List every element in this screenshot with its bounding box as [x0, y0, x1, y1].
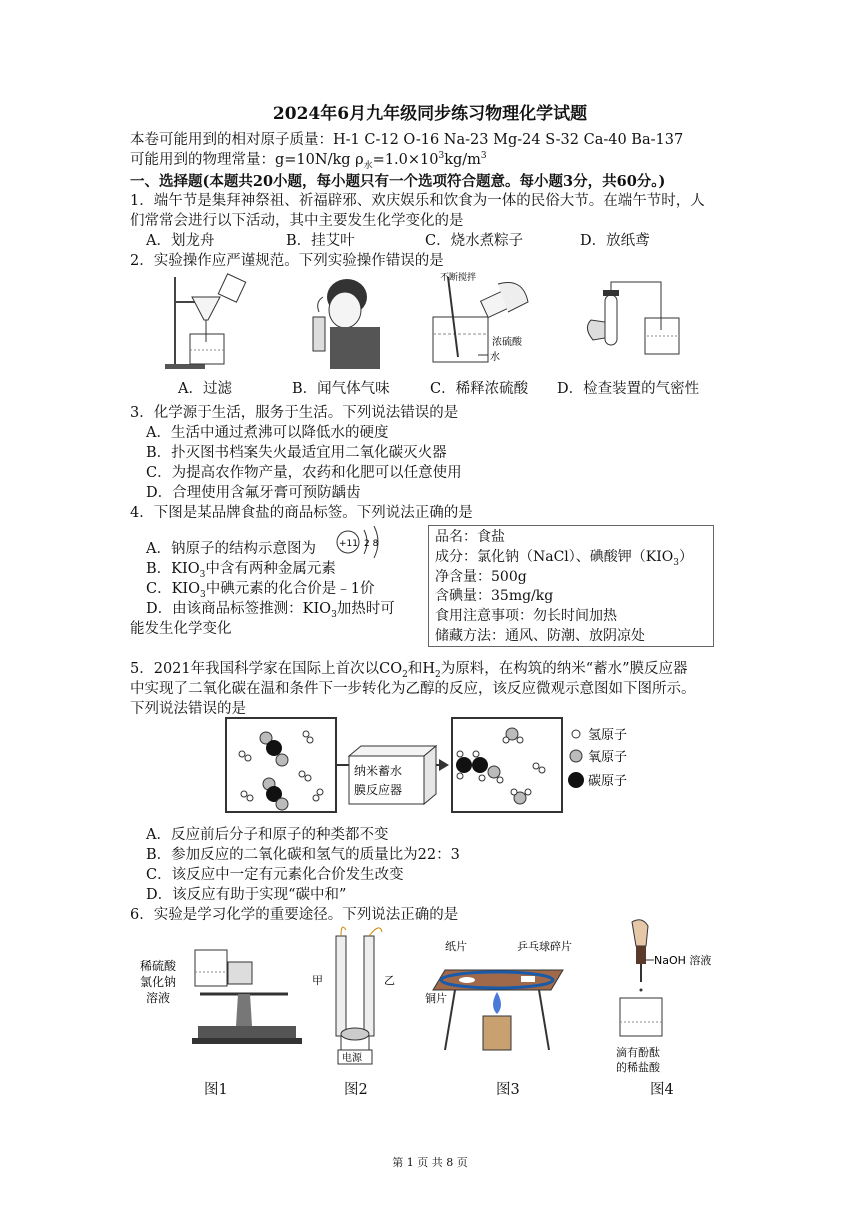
svg-text:氢原子: 氢原子 — [588, 728, 628, 743]
q4-option-b: B．$KIO_3$中含有两种金属元素 — [146, 561, 336, 580]
electrolysis-figure — [310, 922, 400, 1070]
q5-stem-line3: 下列说法错误的是 — [130, 701, 246, 717]
q4-stem: 4．下图是某品牌食盐的商品标签。下列说法正确的是 — [130, 505, 473, 521]
svg-text:纳米蓄水: 纳米蓄水 — [354, 764, 403, 778]
atomic-mass-line: 本卷可能用到的相对原子质量：H-1 C-12 O-16 Na-23 Mg-24 S-32 Ca-40 Ba-137 — [130, 132, 684, 148]
q6-caption-3: 图3 — [496, 1082, 520, 1098]
svg-text:乒乓球碎片: 乒乓球碎片 — [517, 940, 572, 953]
q1-option-d: D．放纸鸢 — [580, 233, 650, 249]
svg-text:电源: 电源 — [342, 1053, 362, 1064]
balance-figure — [140, 930, 305, 1050]
svg-text:2 8: 2 8 — [364, 539, 379, 549]
svg-text:铜片: 铜片 — [425, 992, 447, 1005]
q6-caption-2: 图2 — [344, 1082, 368, 1098]
q3-option-d: D．合理使用含氟牙膏可预防龋齿 — [146, 485, 361, 501]
svg-text:的稀盐酸: 的稀盐酸 — [616, 1061, 660, 1074]
svg-text:不断搅拌: 不断搅拌 — [440, 273, 477, 283]
q2-caption-a: A．过滤 — [178, 381, 232, 397]
copper-plate-figure — [425, 938, 575, 1056]
svg-text:纸片: 纸片 — [445, 940, 467, 953]
svg-text:滴有酚酞: 滴有酚酞 — [616, 1046, 660, 1059]
svg-text:+11: +11 — [339, 539, 358, 549]
svg-text:水: 水 — [490, 352, 500, 363]
physical-constants-line: 可能用到的物理常量：g=10N/kg $\rho_水=1.0\times 10^3kg/m^3$ — [130, 151, 487, 171]
q3-option-a: A．生活中通过煮沸可以降低水的硬度 — [146, 425, 389, 441]
q5-stem-line1: 5．2021年我国科学家在国际上首次以$CO_2$和$H_2$为原料，在构筑的纳米“蓄水”膜反应器 — [130, 661, 688, 680]
q5-option-d: D．该反应有助于实现“碳中和” — [146, 887, 347, 903]
section-heading: 一、选择题(本题共20小题，每小题只有一个选项符合题意。每小题3分，共60分。) — [130, 173, 666, 190]
q6-stem: 6．实验是学习化学的重要途径。下列说法正确的是 — [130, 907, 459, 923]
sodium-atom-diagram — [334, 524, 389, 560]
filtration-figure — [160, 272, 255, 372]
svg-text:浓硫酸: 浓硫酸 — [492, 337, 522, 348]
q2-stem: 2．实验操作应严谨规范。下列实验操作错误的是 — [130, 253, 444, 269]
dilute-sulfuric-acid-figure — [428, 272, 538, 372]
airtightness-figure — [583, 280, 693, 365]
q5-option-b: B．参加反应的二氧化碳和氢气的质量比为22：3 — [146, 847, 460, 863]
q3-option-c: C．为提高农作物产量，农药和化肥可以任意使用 — [146, 465, 462, 481]
q4-option-c: C．$KIO_3$中碘元素的化合价是﹣1价 — [146, 581, 375, 600]
titration-figure — [608, 916, 718, 1080]
q2-caption-b: B．闻气体气味 — [292, 381, 390, 397]
svg-text:乙: 乙 — [384, 974, 395, 987]
svg-text:膜反应器: 膜反应器 — [354, 783, 403, 797]
q1-stem-line1: 1．端午节是集拜神祭祖、祈福辟邪、欢庆娱乐和饮食为一体的民俗大节。在端午节时，人 — [130, 193, 705, 209]
q1-option-a: A．划龙舟 — [146, 233, 215, 249]
q1-option-c: C．烧水煮粽子 — [425, 233, 524, 249]
smell-gas-figure — [295, 272, 390, 372]
q2-caption-c: C．稀释浓硫酸 — [430, 381, 529, 397]
q4-option-d: D．由该商品标签推测：$KIO_3$加热时可 — [146, 601, 395, 620]
q3-option-b: B．扑灭图书档案失火最适宜用二氧化碳灭火器 — [146, 445, 447, 461]
svg-text:溶液: 溶液 — [146, 991, 171, 1005]
q6-caption-1: 图1 — [204, 1082, 228, 1098]
page-title: 2024年6月九年级同步练习物理化学试题 — [272, 104, 588, 124]
q2-caption-d: D．检查装置的气密性 — [557, 381, 700, 397]
salt-product-label: 品名：食盐 成分：氯化钠（NaCl）、碘酸钾$(KIO_3)$ 净含量：500g 含碘量：35mg/kg 食用注意事项：勿长时间加热 储藏方法：通风、防潮、放阴凉处 — [428, 525, 714, 647]
q1-stem-line2: 们常常会进行以下活动，其中主要发生化学变化的是 — [130, 213, 464, 229]
q5-stem-line2: 中实现了二氧化碳在温和条件下一步转化为乙醇的反应，该反应微观示意图如下图所示。 — [130, 681, 696, 697]
reaction-micro-diagram — [224, 716, 644, 816]
svg-text:甲: 甲 — [312, 974, 323, 987]
svg-text:NaOH 溶液: NaOH 溶液 — [654, 954, 712, 967]
q3-stem: 3．化学源于生活，服务于生活。下列说法错误的是 — [130, 405, 459, 421]
q6-caption-4: 图4 — [650, 1082, 674, 1098]
q1-option-b: B．挂艾叶 — [286, 233, 355, 249]
svg-text:氯化钠: 氯化钠 — [140, 975, 177, 989]
q5-option-c: C．该反应中一定有元素化合价发生改变 — [146, 867, 404, 883]
q4-option-d-cont: 能发生化学变化 — [130, 621, 232, 637]
page-footer: 第 1 页 共 8 页 — [392, 1156, 468, 1169]
svg-text:稀硫酸: 稀硫酸 — [140, 959, 177, 973]
svg-text:氧原子: 氧原子 — [588, 750, 628, 765]
q5-option-a: A．反应前后分子和原子的种类都不变 — [146, 827, 389, 843]
svg-text:碳原子: 碳原子 — [588, 774, 628, 789]
q4-option-a: A．钠原子的结构示意图为 — [146, 541, 316, 557]
